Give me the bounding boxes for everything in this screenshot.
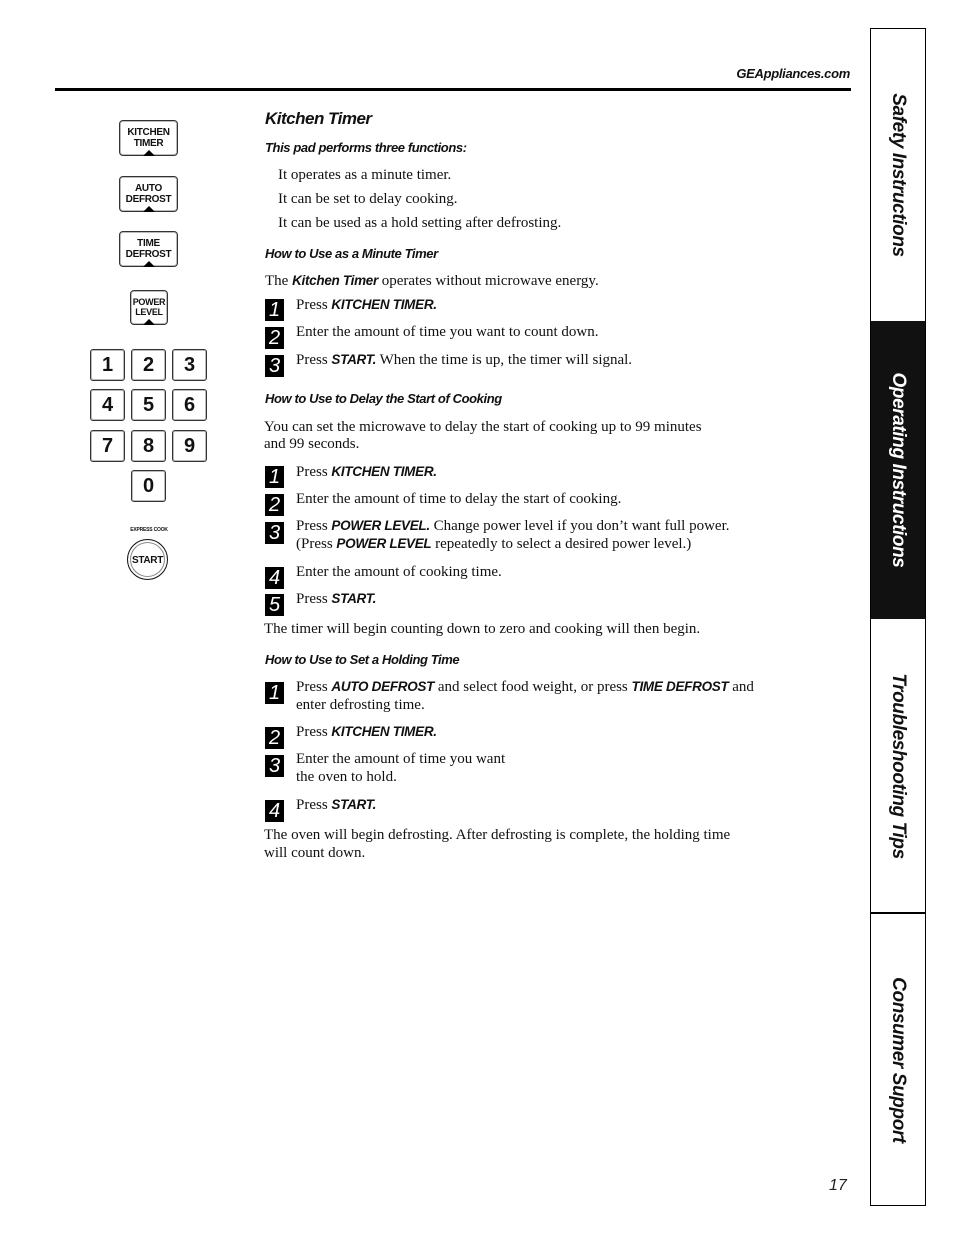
step-number: 1 bbox=[265, 682, 284, 704]
step-text bbox=[296, 796, 376, 814]
number-key-0: 0 bbox=[131, 470, 166, 502]
step-number: 2 bbox=[265, 494, 284, 516]
number-key-1: 1 bbox=[90, 349, 125, 381]
function-item: It operates as a minute timer. bbox=[278, 167, 452, 183]
time-defrost-pad bbox=[119, 231, 178, 267]
keyword: POWER LEVEL. bbox=[331, 518, 430, 533]
delay-intro-line: and 99 seconds. bbox=[264, 436, 360, 452]
step-text bbox=[296, 590, 376, 608]
keyword: KITCHEN TIMER. bbox=[331, 297, 437, 312]
tab-safety-instructions[interactable] bbox=[871, 29, 925, 321]
step-text: Enter the amount of time you want bbox=[296, 751, 506, 767]
step-text bbox=[296, 463, 437, 481]
number-key-5: 5 bbox=[131, 389, 166, 421]
text: Press bbox=[296, 679, 328, 695]
text: Press bbox=[296, 518, 328, 534]
arrow-up-icon bbox=[143, 261, 155, 267]
text: (Press bbox=[296, 536, 333, 552]
tab-label: Operating Instructions bbox=[888, 372, 909, 568]
step-number: 3 bbox=[265, 355, 284, 377]
keyword: START. bbox=[331, 352, 377, 367]
section-heading-delay-start: How to Use to Delay the Start of Cooking bbox=[265, 391, 502, 406]
section-heading-holding-time: How to Use to Set a Holding Time bbox=[265, 652, 460, 667]
text: repeatedly to select a desired power level.) bbox=[435, 536, 692, 552]
intro-heading: This pad performs three functions: bbox=[265, 140, 467, 155]
keyword: KITCHEN TIMER. bbox=[331, 724, 437, 739]
step-number: 1 bbox=[265, 466, 284, 488]
step-text-continued bbox=[296, 535, 691, 553]
keyword: AUTO DEFROST bbox=[331, 679, 435, 694]
step-number: 3 bbox=[265, 755, 284, 777]
keyword: TIME DEFROST bbox=[631, 679, 729, 694]
function-item: It can be used as a hold setting after defrosting. bbox=[278, 215, 562, 231]
keyword: KITCHEN TIMER. bbox=[331, 464, 437, 479]
number-key-8: 8 bbox=[131, 430, 166, 462]
step-text bbox=[296, 296, 437, 314]
step-number: 4 bbox=[265, 567, 284, 589]
number-key-7: 7 bbox=[90, 430, 125, 462]
step-number: 4 bbox=[265, 800, 284, 822]
minute-timer-intro bbox=[265, 272, 599, 290]
auto-defrost-pad bbox=[119, 176, 178, 212]
keyword: POWER LEVEL bbox=[336, 536, 432, 551]
number-key-6: 6 bbox=[172, 389, 207, 421]
tab-troubleshooting-tips[interactable] bbox=[871, 619, 925, 913]
text: Press bbox=[296, 724, 328, 740]
text: and bbox=[732, 679, 754, 695]
pad-label-line: DEFROST bbox=[125, 249, 172, 260]
keyword: Kitchen Timer bbox=[292, 273, 378, 288]
section-tabs bbox=[870, 28, 926, 1206]
kitchen-timer-pad bbox=[119, 120, 178, 156]
step-number: 1 bbox=[265, 299, 284, 321]
header-rule bbox=[55, 88, 851, 91]
step-number: 2 bbox=[265, 727, 284, 749]
page-number: 17 bbox=[829, 1177, 847, 1194]
step-text bbox=[296, 351, 632, 369]
page-title: Kitchen Timer bbox=[265, 109, 372, 128]
pad-label-line: TIMER bbox=[133, 138, 164, 149]
text: Change power level if you don’t want full power. bbox=[433, 518, 730, 534]
step-text-continued: the oven to hold. bbox=[296, 769, 397, 785]
delay-closing: The timer will begin counting down to zero and cooking will then begin. bbox=[264, 621, 701, 637]
pad-label-line: LEVEL bbox=[135, 307, 163, 317]
pad-label-line: KITCHEN bbox=[127, 127, 170, 138]
step-text-continued: enter defrosting time. bbox=[296, 697, 425, 713]
keyword: START. bbox=[331, 797, 377, 812]
tab-label: Consumer Support bbox=[888, 976, 909, 1143]
pad-label-line: DEFROST bbox=[125, 194, 172, 205]
text: When the time is up, the timer will signal. bbox=[379, 352, 633, 368]
tab-operating-instructions[interactable] bbox=[871, 321, 925, 619]
step-text bbox=[296, 723, 437, 741]
text: Press bbox=[296, 464, 328, 480]
function-item: It can be set to delay cooking. bbox=[278, 191, 458, 207]
arrow-up-icon bbox=[143, 150, 155, 156]
power-level-pad bbox=[130, 290, 168, 325]
number-key-4: 4 bbox=[90, 389, 125, 421]
number-key-3: 3 bbox=[172, 349, 207, 381]
text: and select food weight, or press bbox=[437, 679, 628, 695]
text: Press bbox=[296, 797, 328, 813]
step-text bbox=[296, 517, 730, 535]
tab-label: Troubleshooting Tips bbox=[888, 673, 909, 859]
pad-label-line: AUTO bbox=[135, 183, 162, 194]
section-heading-minute-timer: How to Use as a Minute Timer bbox=[265, 246, 438, 261]
number-key-9: 9 bbox=[172, 430, 207, 462]
step-number: 3 bbox=[265, 522, 284, 544]
express-cook-label: EXPRESS COOK bbox=[130, 527, 168, 533]
arrow-up-icon bbox=[143, 206, 155, 212]
holding-closing-line: will count down. bbox=[264, 845, 366, 861]
number-key-2: 2 bbox=[131, 349, 166, 381]
step-number: 2 bbox=[265, 327, 284, 349]
site-url[interactable]: GEAppliances.com bbox=[736, 66, 850, 81]
tab-consumer-support[interactable] bbox=[871, 914, 925, 1205]
text: Press bbox=[296, 591, 328, 607]
step-text: Enter the amount of cooking time. bbox=[296, 564, 502, 580]
pad-label-line: POWER bbox=[132, 297, 166, 307]
keyword: START. bbox=[331, 591, 377, 606]
text: Press bbox=[296, 297, 328, 313]
tab-label: Safety Instructions bbox=[888, 93, 909, 257]
step-number: 5 bbox=[265, 594, 284, 616]
text: Press bbox=[296, 352, 328, 368]
arrow-up-icon bbox=[143, 319, 155, 325]
text: The bbox=[265, 273, 289, 289]
text: operates without microwave energy. bbox=[381, 273, 599, 289]
step-text: Enter the amount of time you want to count down. bbox=[296, 324, 599, 340]
start-pad: START bbox=[127, 539, 168, 580]
holding-closing-line: The oven will begin defrosting. After defrosting is complete, the holding time bbox=[264, 827, 731, 843]
step-text: Enter the amount of time to delay the start of cooking. bbox=[296, 491, 622, 507]
pad-label-line: TIME bbox=[137, 238, 160, 249]
step-text bbox=[296, 678, 754, 696]
delay-intro-line: You can set the microwave to delay the start of cooking up to 99 minutes bbox=[264, 419, 702, 435]
